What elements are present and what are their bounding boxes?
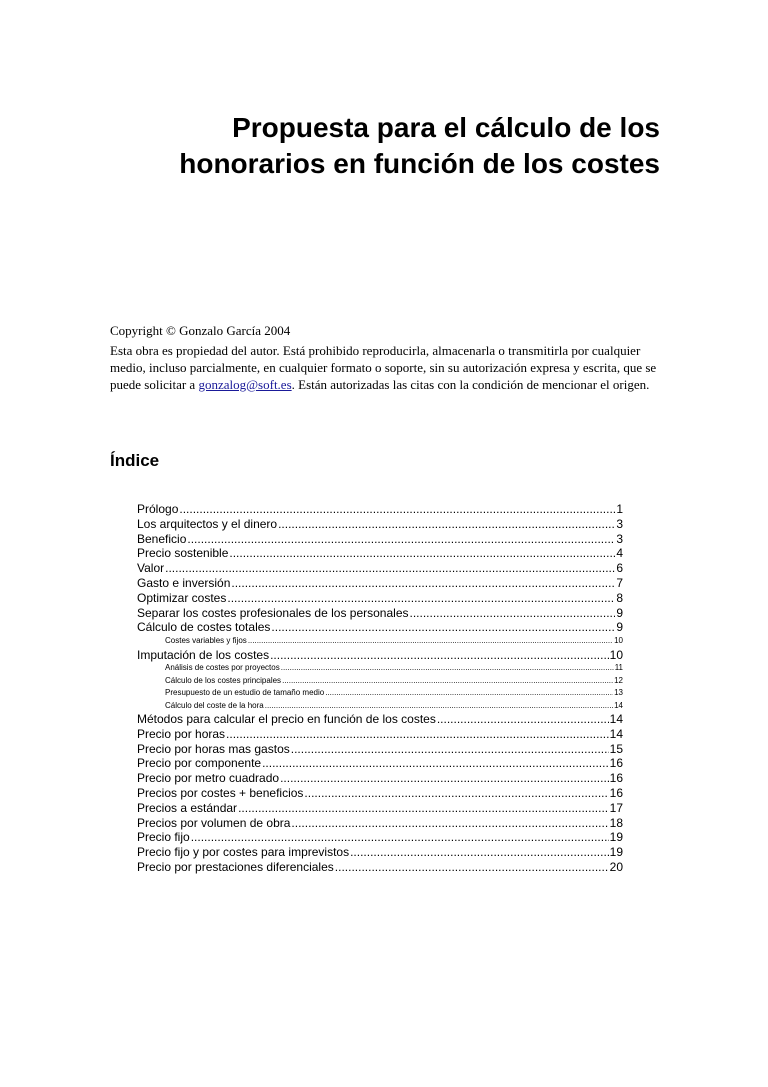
toc-entry-page: 19 bbox=[609, 845, 623, 860]
toc-entry-label: Los arquitectos y el dinero bbox=[137, 516, 278, 531]
toc-entry[interactable] bbox=[137, 771, 623, 786]
toc-entry-label: Precio por horas mas gastos bbox=[137, 741, 290, 756]
toc-entry[interactable] bbox=[137, 786, 623, 801]
toc-entry[interactable] bbox=[137, 502, 623, 517]
toc-entry-label: Beneficio bbox=[137, 531, 187, 546]
toc-entry-label: Precios por volumen de obra bbox=[137, 815, 291, 830]
copyright-line: Copyright © Gonzalo García 2004 bbox=[110, 323, 291, 338]
toc-entry[interactable] bbox=[137, 712, 623, 727]
toc-subentry[interactable] bbox=[137, 675, 623, 687]
toc-entry[interactable] bbox=[137, 591, 623, 606]
toc-entry-page: 8 bbox=[616, 590, 623, 605]
toc-entry[interactable] bbox=[137, 727, 623, 742]
toc-entry-page: 13 bbox=[614, 688, 623, 698]
toc-entry-page: 14 bbox=[614, 700, 623, 710]
toc-leader-dots bbox=[227, 591, 615, 606]
toc-entry-page: 4 bbox=[616, 546, 623, 561]
toc-leader-dots bbox=[281, 662, 614, 674]
index-heading: Índice bbox=[110, 451, 160, 470]
toc-entry[interactable] bbox=[137, 620, 623, 635]
toc-leader-dots bbox=[226, 727, 609, 742]
toc-entry-page: 18 bbox=[609, 815, 623, 830]
toc-leader-dots bbox=[270, 648, 609, 663]
toc-leader-dots bbox=[304, 786, 608, 801]
toc-leader-dots bbox=[262, 756, 609, 771]
table-of-contents bbox=[137, 502, 623, 875]
toc-entry[interactable] bbox=[137, 801, 623, 816]
toc-entry[interactable] bbox=[137, 845, 623, 860]
toc-entry-label: Precio por prestaciones diferenciales bbox=[137, 859, 334, 874]
toc-entry-page: 14 bbox=[609, 726, 623, 741]
toc-leader-dots bbox=[229, 546, 615, 561]
toc-leader-dots bbox=[282, 675, 613, 687]
toc-entry-label: Presupuesto de un estudio de tamaño medio bbox=[165, 688, 325, 698]
toc-leader-dots bbox=[335, 860, 609, 875]
toc-entry-page: 7 bbox=[616, 575, 623, 590]
toc-entry-page: 16 bbox=[609, 771, 623, 786]
toc-entry-page: 20 bbox=[609, 859, 623, 874]
toc-entry-page: 9 bbox=[616, 620, 623, 635]
toc-subentry[interactable] bbox=[137, 700, 623, 712]
toc-leader-dots bbox=[248, 635, 613, 647]
toc-leader-dots bbox=[238, 801, 609, 816]
toc-entry-page: 9 bbox=[616, 605, 623, 620]
document-title bbox=[100, 110, 660, 182]
toc-leader-dots bbox=[350, 845, 609, 860]
toc-subentry[interactable] bbox=[137, 687, 623, 699]
toc-leader-dots bbox=[271, 620, 615, 635]
copyright-block bbox=[110, 322, 658, 393]
toc-entry-label: Precio sostenible bbox=[137, 546, 229, 561]
toc-entry-page: 10 bbox=[609, 647, 623, 662]
toc-entry[interactable] bbox=[137, 561, 623, 576]
toc-entry[interactable] bbox=[137, 816, 623, 831]
toc-entry[interactable] bbox=[137, 517, 623, 532]
author-email-link[interactable]: gonzalog@soft.es bbox=[198, 377, 292, 392]
toc-leader-dots bbox=[265, 700, 613, 712]
toc-entry-page: 15 bbox=[609, 741, 623, 756]
toc-entry-page: 3 bbox=[616, 531, 623, 546]
toc-leader-dots bbox=[165, 561, 615, 576]
toc-entry[interactable] bbox=[137, 756, 623, 771]
toc-leader-dots bbox=[187, 532, 615, 547]
title-line-1: Propuesta para el cálculo de los bbox=[232, 112, 660, 143]
toc-entry-label: Optimizar costes bbox=[137, 590, 227, 605]
toc-entry-page: 19 bbox=[609, 830, 623, 845]
toc-entry[interactable] bbox=[137, 576, 623, 591]
toc-entry-page: 16 bbox=[609, 785, 623, 800]
notice-text-after: . Están autorizadas las citas con la condición de mencionar el origen. bbox=[291, 377, 650, 392]
toc-entry-page: 6 bbox=[616, 561, 623, 576]
toc-entry-label: Cálculo de costes totales bbox=[137, 620, 271, 635]
toc-leader-dots bbox=[278, 517, 615, 532]
toc-leader-dots bbox=[179, 502, 615, 517]
toc-subentry[interactable] bbox=[137, 662, 623, 674]
toc-leader-dots bbox=[191, 830, 609, 845]
toc-leader-dots bbox=[291, 742, 609, 757]
toc-entry[interactable] bbox=[137, 606, 623, 621]
toc-entry-page: 17 bbox=[609, 800, 623, 815]
title-line-2: honorarios en función de los costes bbox=[179, 148, 660, 179]
toc-entry[interactable] bbox=[137, 648, 623, 663]
toc-leader-dots bbox=[410, 606, 616, 621]
toc-entry-label: Precios por costes + beneficios bbox=[137, 785, 304, 800]
toc-entry-label: Separar los costes profesionales de los personales bbox=[137, 605, 409, 620]
toc-entry-label: Precio por horas bbox=[137, 726, 226, 741]
toc-subentry[interactable] bbox=[137, 635, 623, 647]
toc-entry-label: Métodos para calcular el precio en función de los costes bbox=[137, 711, 436, 726]
toc-entry-label: Precios a estándar bbox=[137, 800, 238, 815]
toc-entry-label: Costes variables y fijos bbox=[165, 636, 247, 646]
toc-entry-label: Precio fijo y por costes para imprevistos bbox=[137, 845, 350, 860]
toc-entry-label: Precio fijo bbox=[137, 830, 190, 845]
toc-entry-label: Precio por componente bbox=[137, 756, 262, 771]
toc-entry[interactable] bbox=[137, 860, 623, 875]
toc-entry-page: 10 bbox=[614, 636, 623, 646]
toc-leader-dots bbox=[231, 576, 615, 591]
toc-entry-page: 1 bbox=[616, 502, 623, 516]
toc-entry-label: Cálculo de los costes principales bbox=[165, 675, 282, 685]
toc-entry-label: Imputación de los costes bbox=[137, 647, 270, 662]
toc-entry[interactable] bbox=[137, 742, 623, 757]
toc-entry-page: 12 bbox=[614, 675, 623, 685]
toc-entry-page: 14 bbox=[609, 711, 623, 726]
toc-entry-label: Gasto e inversión bbox=[137, 575, 231, 590]
toc-entry-label: Valor bbox=[137, 561, 165, 576]
toc-entry-label: Precio por metro cuadrado bbox=[137, 771, 280, 786]
notice-text-before: Esta obra es propiedad del autor. Está prohibido reproducirla, almacenarla o transmitirla por cualquier medio, incluso parcialmente, en cualquier formato o soporte, sin su autorización expresa y escrita, que se puede solicitar a bbox=[110, 343, 657, 392]
toc-entry[interactable] bbox=[137, 830, 623, 845]
toc-entry-page: 11 bbox=[614, 663, 623, 673]
toc-leader-dots bbox=[280, 771, 609, 786]
toc-entry-label: Cálculo del coste de la hora bbox=[165, 700, 264, 710]
toc-entry-label: Prólogo bbox=[137, 502, 179, 516]
toc-entry[interactable] bbox=[137, 546, 623, 561]
copyright-notice bbox=[110, 342, 658, 393]
toc-leader-dots bbox=[325, 687, 613, 699]
toc-entry[interactable] bbox=[137, 532, 623, 547]
toc-leader-dots bbox=[437, 712, 609, 727]
toc-leader-dots bbox=[291, 816, 608, 831]
toc-entry-label: Análisis de costes por proyectos bbox=[165, 663, 280, 673]
toc-entry-page: 3 bbox=[616, 516, 623, 531]
toc-entry-page: 16 bbox=[609, 756, 623, 771]
